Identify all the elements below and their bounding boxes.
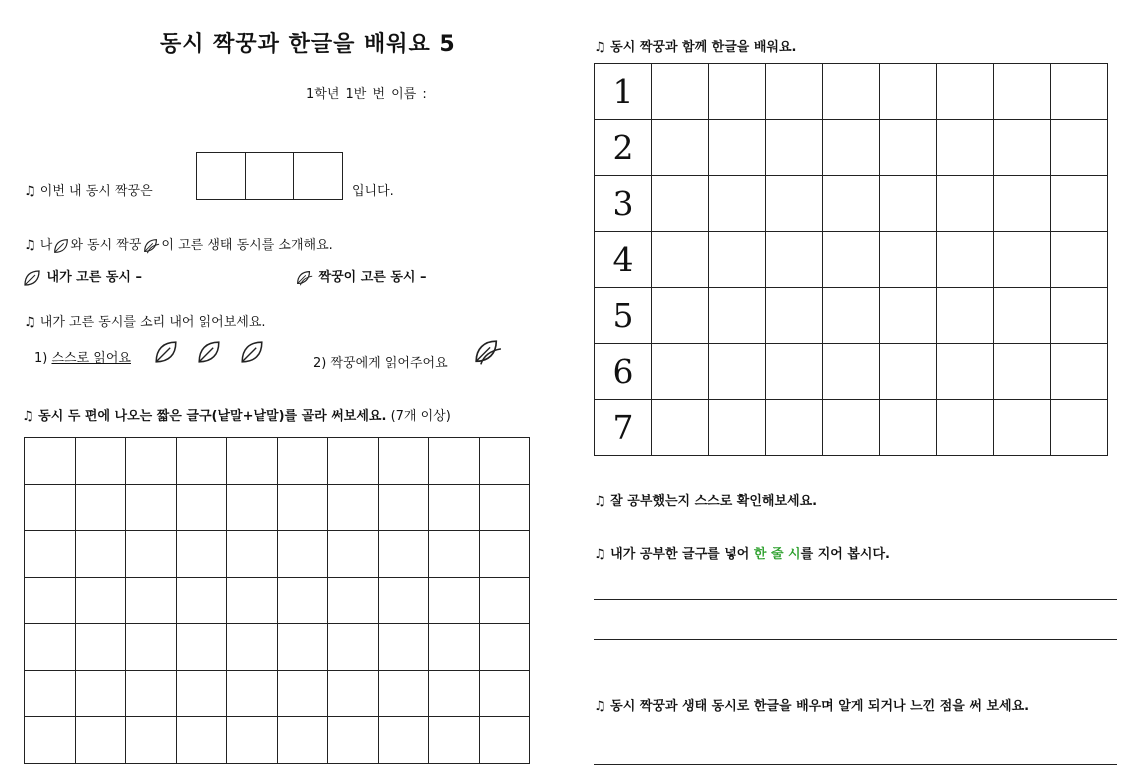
writing-cell[interactable]	[378, 531, 429, 578]
row-number: 3	[595, 176, 652, 232]
page-title: 동시 짝꿍과 한글을 배워요 5	[160, 32, 456, 57]
writing-cell[interactable]	[378, 484, 429, 531]
writing-cell[interactable]	[823, 176, 880, 232]
writing-cell[interactable]	[176, 717, 227, 764]
writing-cell[interactable]	[1051, 176, 1108, 232]
read-partner-item: 2) 짝꿍에게 읽어주어요	[313, 356, 448, 371]
writing-cell[interactable]	[277, 484, 328, 531]
writing-cell[interactable]	[709, 64, 766, 120]
read-self-check-leaves	[152, 338, 266, 366]
row-number: 2	[595, 120, 652, 176]
writing-cell[interactable]	[25, 438, 76, 485]
grid-row	[595, 64, 1108, 120]
writing-cell[interactable]	[880, 232, 937, 288]
writing-cell[interactable]	[709, 120, 766, 176]
writing-cell[interactable]	[277, 624, 328, 671]
writing-cell[interactable]	[652, 120, 709, 176]
writing-cell[interactable]	[823, 64, 880, 120]
introduce-part3: 이 고른 생태 동시를 소개해요.	[161, 238, 333, 253]
grid-row	[595, 344, 1108, 400]
leaf-outline-icon[interactable]	[195, 338, 223, 366]
my-poem-label: 내가 고른 동시 –	[46, 270, 142, 285]
hangul-practice-grid[interactable]	[594, 63, 1108, 456]
writing-cell[interactable]	[176, 624, 227, 671]
writing-cell[interactable]	[479, 670, 530, 717]
writing-cell[interactable]	[652, 64, 709, 120]
writing-cell[interactable]	[994, 400, 1051, 456]
writing-cell[interactable]	[709, 344, 766, 400]
right-heading: ♫ 동시 짝꿍과 함께 한글을 배워요.	[594, 40, 797, 55]
writing-cell[interactable]	[994, 176, 1051, 232]
writing-cell[interactable]	[227, 484, 278, 531]
leaf-outline-icon[interactable]	[238, 338, 266, 366]
grid-row	[25, 577, 530, 624]
row-number: 6	[595, 344, 652, 400]
writing-cell[interactable]	[277, 577, 328, 624]
writing-cell[interactable]	[479, 531, 530, 578]
writing-cell[interactable]	[937, 288, 994, 344]
poem-heading	[594, 543, 890, 562]
writing-cell[interactable]	[277, 438, 328, 485]
writing-cell[interactable]	[176, 438, 227, 485]
writing-cell[interactable]	[328, 438, 379, 485]
writing-cell[interactable]	[75, 484, 126, 531]
writing-cell[interactable]	[709, 176, 766, 232]
writing-cell[interactable]	[937, 120, 994, 176]
read-self-label: 스스로 읽어요	[51, 351, 131, 366]
row-number: 5	[595, 288, 652, 344]
writing-cell[interactable]	[378, 577, 429, 624]
writing-cell[interactable]	[766, 176, 823, 232]
poem-writing-line[interactable]	[594, 599, 1117, 600]
writing-cell[interactable]	[429, 484, 480, 531]
writing-cell[interactable]	[880, 288, 937, 344]
writing-cell[interactable]	[126, 624, 177, 671]
writing-cell[interactable]	[479, 624, 530, 671]
words-heading-text: ♫ 동시 두 편에 나오는 짧은 글구(낱말+낱말)를 골라 써보세요.	[22, 409, 387, 424]
writing-cell[interactable]	[823, 344, 880, 400]
grid-row	[25, 438, 530, 485]
writing-cell[interactable]	[937, 64, 994, 120]
grid-row	[25, 717, 530, 764]
writing-cell[interactable]	[378, 624, 429, 671]
writing-cell[interactable]	[277, 531, 328, 578]
writing-cell[interactable]	[227, 438, 278, 485]
grid-row	[595, 232, 1108, 288]
poem-heading-post: 를 지어 봅시다.	[800, 547, 890, 562]
name-box[interactable]	[294, 153, 342, 199]
grid-row	[595, 400, 1108, 456]
writing-cell[interactable]	[479, 577, 530, 624]
student-info-line: 1학년 1반 번 이름 :	[306, 87, 427, 102]
row-number: 1	[595, 64, 652, 120]
writing-cell[interactable]	[75, 438, 126, 485]
writing-cell[interactable]	[126, 438, 177, 485]
writing-cell[interactable]	[429, 717, 480, 764]
writing-cell[interactable]	[25, 577, 76, 624]
writing-cell[interactable]	[709, 288, 766, 344]
writing-cell[interactable]	[766, 120, 823, 176]
writing-cell[interactable]	[176, 577, 227, 624]
writing-cell[interactable]	[429, 531, 480, 578]
grid-row	[25, 670, 530, 717]
writing-cell[interactable]	[328, 670, 379, 717]
partner-line	[24, 180, 153, 199]
grid-row	[25, 531, 530, 578]
writing-cell[interactable]	[328, 717, 379, 764]
writing-cell[interactable]	[652, 232, 709, 288]
leaf-double-icon[interactable]	[470, 336, 504, 368]
grid-row	[25, 484, 530, 531]
writing-cell[interactable]	[994, 344, 1051, 400]
leaf-double-icon	[294, 268, 314, 288]
writing-cell[interactable]	[378, 670, 429, 717]
writing-cell[interactable]	[429, 438, 480, 485]
writing-cell[interactable]	[994, 288, 1051, 344]
poem-writing-line[interactable]	[594, 639, 1117, 640]
introduce-heading	[24, 234, 333, 255]
writing-cell[interactable]	[766, 344, 823, 400]
writing-cell[interactable]	[994, 64, 1051, 120]
name-box[interactable]	[246, 153, 295, 199]
writing-cell[interactable]	[880, 120, 937, 176]
writing-cell[interactable]	[479, 484, 530, 531]
writing-cell[interactable]	[880, 176, 937, 232]
writing-cell[interactable]	[126, 670, 177, 717]
writing-cell[interactable]	[25, 484, 76, 531]
words-note: (7개 이상)	[390, 409, 451, 424]
writing-cell[interactable]	[328, 624, 379, 671]
writing-cell[interactable]	[126, 531, 177, 578]
writing-cell[interactable]	[429, 577, 480, 624]
writing-cell[interactable]	[25, 624, 76, 671]
reflection-heading: ♫ 동시 짝꿍과 생태 동시로 한글을 배우며 알게 되거나 느낀 점을 써 보세요.	[594, 699, 1030, 714]
writing-cell[interactable]	[709, 400, 766, 456]
writing-cell[interactable]	[1051, 288, 1108, 344]
writing-cell[interactable]	[652, 288, 709, 344]
read-self-item	[34, 347, 131, 366]
writing-cell[interactable]	[1051, 344, 1108, 400]
writing-cell[interactable]	[994, 120, 1051, 176]
writing-cell[interactable]	[937, 344, 994, 400]
writing-cell[interactable]	[25, 531, 76, 578]
reflection-writing-line[interactable]	[594, 764, 1117, 765]
writing-cell[interactable]	[652, 344, 709, 400]
writing-cell[interactable]	[429, 624, 480, 671]
writing-cell[interactable]	[75, 577, 126, 624]
writing-cell[interactable]	[277, 717, 328, 764]
poem-heading-highlight: 한 줄 시	[753, 547, 801, 562]
writing-cell[interactable]	[176, 531, 227, 578]
writing-cell[interactable]	[328, 484, 379, 531]
writing-cell[interactable]	[937, 400, 994, 456]
writing-cell[interactable]	[766, 64, 823, 120]
writing-cell[interactable]	[823, 120, 880, 176]
writing-cell[interactable]	[1051, 120, 1108, 176]
writing-cell[interactable]	[937, 176, 994, 232]
writing-cell[interactable]	[176, 484, 227, 531]
writing-cell[interactable]	[823, 288, 880, 344]
words-writing-grid[interactable]	[24, 437, 530, 764]
grid-row	[595, 120, 1108, 176]
leaf-double-icon	[141, 237, 161, 255]
writing-cell[interactable]	[994, 232, 1051, 288]
writing-cell[interactable]	[766, 232, 823, 288]
read-partner-check-leaf	[470, 336, 504, 368]
writing-cell[interactable]	[176, 670, 227, 717]
writing-cell[interactable]	[823, 400, 880, 456]
introduce-part2: 와 동시 짝꿍	[70, 238, 142, 253]
writing-cell[interactable]	[823, 232, 880, 288]
writing-cell[interactable]	[227, 624, 278, 671]
my-poem-line	[22, 266, 142, 288]
writing-cell[interactable]	[75, 717, 126, 764]
leaf-outline-icon[interactable]	[152, 338, 180, 366]
partner-poem-label: 짝꿍이 고른 동시 –	[318, 270, 427, 285]
writing-cell[interactable]	[25, 670, 76, 717]
writing-cell[interactable]	[126, 717, 177, 764]
writing-cell[interactable]	[429, 670, 480, 717]
writing-cell[interactable]	[378, 717, 429, 764]
read-aloud-heading: ♫ 내가 고른 동시를 소리 내어 읽어보세요.	[24, 315, 266, 330]
partner-poem-line	[294, 266, 427, 288]
introduce-part1: ♫ 나	[24, 238, 53, 253]
name-box[interactable]	[197, 153, 246, 199]
writing-cell[interactable]	[25, 717, 76, 764]
grid-row	[595, 176, 1108, 232]
writing-cell[interactable]	[1051, 232, 1108, 288]
grid-row	[595, 288, 1108, 344]
writing-cell[interactable]	[328, 577, 379, 624]
writing-cell[interactable]	[227, 577, 278, 624]
leaf-outline-icon	[22, 268, 42, 288]
writing-cell[interactable]	[479, 717, 530, 764]
writing-cell[interactable]	[328, 531, 379, 578]
writing-cell[interactable]	[227, 670, 278, 717]
words-heading	[22, 405, 451, 424]
row-number: 4	[595, 232, 652, 288]
writing-cell[interactable]	[880, 400, 937, 456]
writing-cell[interactable]	[75, 670, 126, 717]
writing-cell[interactable]	[766, 400, 823, 456]
row-number: 7	[595, 400, 652, 456]
leaf-outline-icon	[52, 237, 70, 255]
writing-cell[interactable]	[652, 400, 709, 456]
writing-cell[interactable]	[126, 577, 177, 624]
writing-cell[interactable]	[126, 484, 177, 531]
writing-cell[interactable]	[227, 531, 278, 578]
writing-cell[interactable]	[479, 438, 530, 485]
partner-suffix: 입니다.	[352, 184, 394, 199]
writing-cell[interactable]	[277, 670, 328, 717]
writing-cell[interactable]	[1051, 400, 1108, 456]
poem-heading-pre: ♫ 내가 공부한 글구를 넣어	[594, 547, 750, 562]
writing-cell[interactable]	[378, 438, 429, 485]
self-check-heading: ♫ 잘 공부했는지 스스로 확인해보세요.	[594, 494, 818, 509]
writing-cell[interactable]	[937, 232, 994, 288]
grid-row	[25, 624, 530, 671]
writing-cell[interactable]	[880, 64, 937, 120]
writing-cell[interactable]	[227, 717, 278, 764]
partner-prefix: ♫ 이번 내 동시 짝꿍은	[24, 184, 153, 199]
writing-cell[interactable]	[766, 288, 823, 344]
partner-name-boxes[interactable]	[196, 152, 343, 200]
writing-cell[interactable]	[75, 531, 126, 578]
read-self-number: 1)	[34, 351, 48, 366]
writing-cell[interactable]	[1051, 64, 1108, 120]
writing-cell[interactable]	[709, 232, 766, 288]
writing-cell[interactable]	[880, 344, 937, 400]
writing-cell[interactable]	[652, 176, 709, 232]
writing-cell[interactable]	[75, 624, 126, 671]
